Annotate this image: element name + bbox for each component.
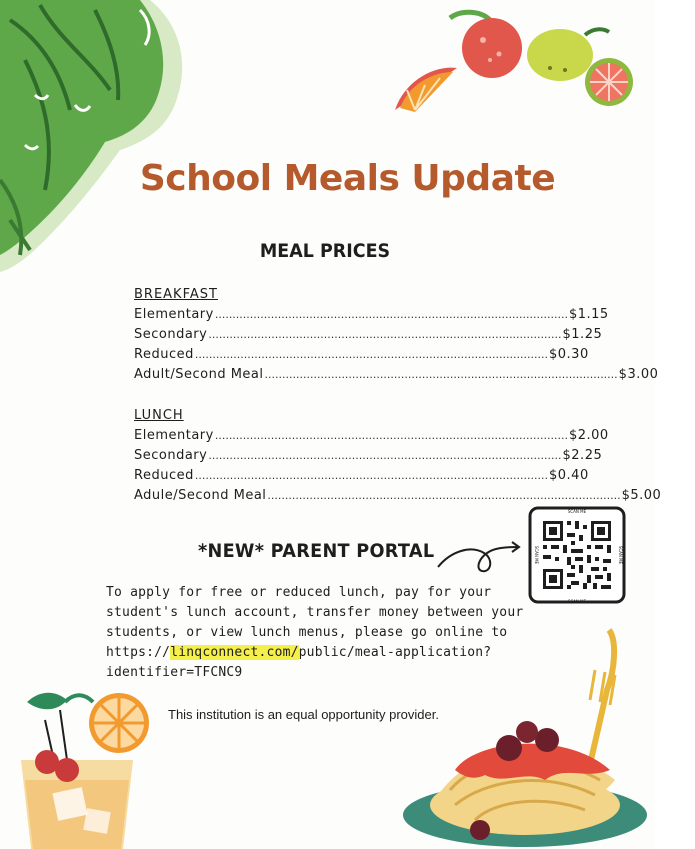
- price-value: $2.00: [568, 428, 609, 443]
- price-label: Elementary: [134, 307, 214, 322]
- price-row: Secondary ..................................................................................................... $1.25: [134, 327, 603, 342]
- parent-portal-heading: *NEW* PARENT PORTAL: [198, 540, 435, 562]
- price-label: Adult/Second Meal: [134, 367, 264, 382]
- qr-top-label: SCAN ME: [567, 509, 587, 514]
- price-label: Secondary: [134, 448, 208, 463]
- price-label: Reduced: [134, 468, 194, 483]
- lettuce-illustration: [0, 0, 200, 275]
- price-value: $2.25: [562, 448, 603, 463]
- fruit-cluster-illustration: [395, 10, 640, 130]
- price-row: Adule/Second Meal ..................................................................................................... $5.00: [134, 488, 662, 503]
- price-label: Secondary: [134, 327, 208, 342]
- breakfast-heading: BREAKFAST: [134, 287, 218, 302]
- price-row: Reduced ..................................................................................................... $0.30: [134, 347, 589, 362]
- portal-link[interactable]: linqconnect.com/: [170, 645, 299, 660]
- price-label: Reduced: [134, 347, 194, 362]
- lunch-heading: LUNCH: [134, 408, 184, 423]
- price-value: $5.00: [621, 488, 662, 503]
- price-row: Elementary ..................................................................................................... $2.00: [134, 428, 609, 443]
- price-row: Secondary ..................................................................................................... $2.25: [134, 448, 603, 463]
- price-value: $0.40: [549, 468, 589, 483]
- page-title: School Meals Update: [139, 158, 556, 199]
- price-row: Reduced ..................................................................................................... $0.40: [134, 468, 589, 483]
- instructions-url: public/meal-application?identifier=TFCNC9: [106, 645, 492, 680]
- qr-bottom-label: SCAN ME: [567, 599, 587, 604]
- price-row: Adult/Second Meal ..................................................................................................... $3.00: [134, 367, 659, 382]
- drink-illustration: [15, 690, 165, 849]
- price-value: $1.25: [562, 327, 603, 342]
- curly-arrow-icon: [436, 537, 521, 577]
- price-value: $0.30: [549, 347, 589, 362]
- price-label: Elementary: [134, 428, 214, 443]
- meal-prices-heading: MEAL PRICES: [259, 240, 391, 262]
- price-label: Adule/Second Meal: [134, 488, 267, 503]
- qr-left-label: SCAN ME: [534, 545, 539, 565]
- equal-opportunity-notice: This institution is an equal opportunity provider.: [168, 707, 439, 722]
- price-value: $1.15: [568, 307, 609, 322]
- price-value: $3.00: [618, 367, 659, 382]
- instructions-text: To apply for free or reduced lunch, pay for your student's lunch account, transfer money between your students, or view lunch menus, please go online to https://: [106, 585, 524, 660]
- spaghetti-illustration: [395, 630, 650, 849]
- price-row: Elementary ..................................................................................................... $1.15: [134, 307, 609, 322]
- qr-right-label: SCAN ME: [618, 545, 623, 565]
